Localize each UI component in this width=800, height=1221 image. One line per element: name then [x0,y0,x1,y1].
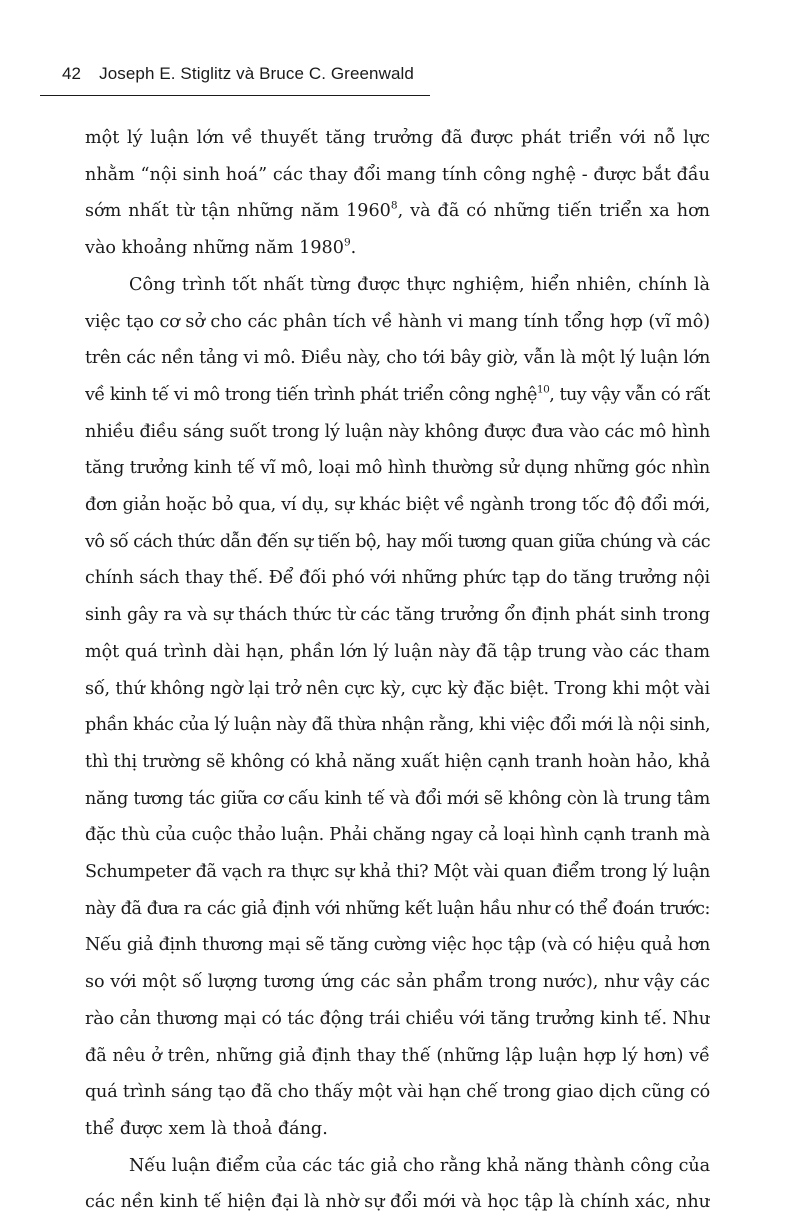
text-line: Nếu giả định thương mại sẽ tăng cường việc học tập (và có hiệu quả hơn [85,935,710,956]
text-line: việc tạo cơ sở cho các phân tích về hành vi mang tính tổng hợp (vĩ mô) [85,311,710,332]
footnote-ref: 8 [390,200,398,213]
text-line: trên các nền tảng vi mô. Điều này, cho tới bây giờ, vẫn là một lý luận lớn [85,348,710,369]
text-line [85,193,710,230]
text-line: thể được xem là thoả đáng. [85,1118,328,1139]
text-line: nhằm “nội sinh hoá” các thay đổi mang tính công nghệ - được bắt đầu [85,164,710,185]
text-line [85,230,710,267]
text-line: năng tương tác giữa cơ cấu kinh tế và đổi mới sẽ không còn là trung tâm [85,788,710,809]
paragraph-2 [85,267,710,1148]
text-line: đơn giản hoặc bỏ qua, ví dụ, sự khác biệt về ngành trong tốc độ đổi mới, [85,495,710,516]
text-segment: . [350,238,357,259]
text-line: phần khác của lý luận này đã thừa nhận rằng, khi việc đổi mới là nội sinh, [85,715,710,736]
text-line: Nếu luận điểm của các tác giả cho rằng khả năng thành công của [129,1155,710,1176]
text-segment: , và đã có những tiến triển xa hơn [397,201,710,222]
body-text [85,120,710,1221]
running-header [62,64,414,84]
text-segment: về kinh tế vi mô trong tiến trình phát triển công nghệ [85,384,537,405]
text-line: chính sách thay thế. Để đối phó với những phức tạp do tăng trưởng nội [85,568,710,589]
text-line: quá trình sáng tạo đã cho thấy một vài hạn chế trong giao dịch cũng có [85,1082,710,1103]
text-line: các nền kinh tế hiện đại là nhờ sự đổi mới và học tập là chính xác, như [85,1192,710,1213]
text-line: Schumpeter đã vạch ra thực sự khả thi? Một vài quan điểm trong lý luận [85,862,710,883]
text-line: Công trình tốt nhất từng được thực nghiệm, hiển nhiên, chính là [129,274,710,295]
text-segment: sớm nhất từ tận những năm 1960 [85,201,391,222]
text-line: vô số cách thức dẫn đến sự tiến bộ, hay mối tương quan giữa chúng và các [85,531,710,552]
paragraph-3 [85,1148,710,1221]
header-rule [40,95,430,96]
text-line: đặc thù của cuộc thảo luận. Phải chăng ngay cả loại hình cạnh tranh mà [85,825,710,846]
text-line: nhiều điều sáng suốt trong lý luận này không được đưa vào các mô hình [85,421,710,442]
page-number: 42 [62,64,82,83]
text-line: sinh gây ra và sự thách thức từ các tăng trưởng ổn định phát sinh trong [85,605,710,626]
text-line: một lý luận lớn về thuyết tăng trưởng đã được phát triển với nỗ lực [85,128,710,148]
footnote-ref: 10 [536,383,550,396]
text-line: đã nêu ở trên, những giả định thay thế (những lập luận hợp lý hơn) về [85,1045,710,1066]
text-line: một quá trình dài hạn, phần lớn lý luận này đã tập trung vào các tham [85,641,710,662]
paragraph-1 [85,120,710,267]
author-names: Joseph E. Stiglitz và Bruce C. Greenwald [99,64,414,83]
text-line: rào cản thương mại có tác động trái chiều với tăng trưởng kinh tế. Như [85,1008,710,1029]
footnote-ref: 9 [343,236,351,249]
text-line: này đã đưa ra các giả định với những kết luận hầu như có thể đoán trước: [85,898,710,919]
text-line: thì thị trường sẽ không có khả năng xuất hiện cạnh tranh hoàn hảo, khả [85,751,710,772]
text-line: tăng trưởng kinh tế vĩ mô, loại mô hình thường sử dụng những góc nhìn [85,458,710,479]
text-segment: vào khoảng những năm 1980 [85,238,344,259]
text-line [85,377,710,414]
text-segment: , tuy vậy vẫn có rất [549,384,710,405]
text-line: so với một số lượng tương ứng các sản phẩm trong nước), như vậy các [85,972,710,993]
text-line: số, thứ không ngờ lại trở nên cực kỳ, cực kỳ đặc biệt. Trong khi một vài [85,678,710,699]
